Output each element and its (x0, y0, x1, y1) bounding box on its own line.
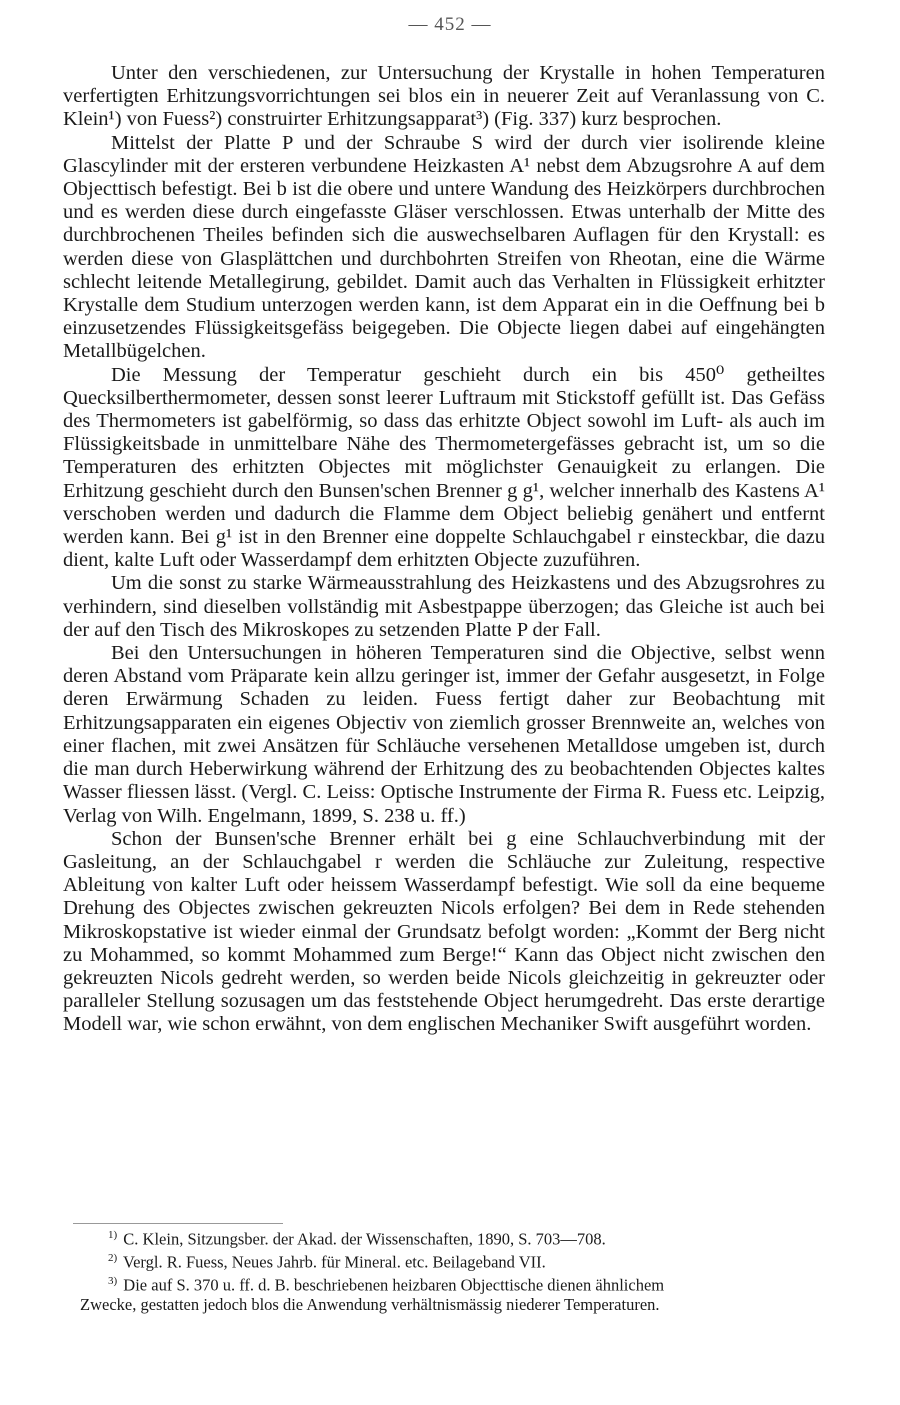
footnote-2 (108, 1249, 830, 1272)
footnote-1 (108, 1226, 830, 1249)
paragraph: Bei den Untersuchungen in höheren Temperaturen sind die Objective, selbst wenn deren Abstand vom Präparate kein allzu geringer ist, immer der Gefahr ausgesetzt, in Folge deren Erwärmung Schaden zu leiden. Fuess fertigt daher zur Beobachtung mit Erhitzungsapparaten ein eigenes Objectiv von ziemlich grosser Brennweite an, welches von einer flachen, mit zwei Ansätzen für Schläuche versehenen Metalldose umgeben ist, durch die man durch Heberwirkung während der Erhitzung des zu beobachtenden Objectes kaltes Wasser fliessen lässt. (Vergl. C. Leiss: Optische Instrumente der Firma R. Fuess etc. Leipzig, Verlag von Wilh. Engelmann, 1899, S. 238 u. ff.) (63, 642, 825, 827)
footnote-marker: 3) (108, 1275, 118, 1287)
paragraph: Um die sonst zu starke Wärmeausstrahlung des Heizkastens und des Abzugsrohres zu verhindern, sind dieselben vollständig mit Asbestpappe überzogen; das Gleiche ist auch bei der auf den Tisch des Mikroskopes zu setzenden Platte P der Fall. (63, 572, 825, 641)
paragraph: Schon der Bunsen'sche Brenner erhält bei g eine Schlauchverbindung mit der Gasleitung, an der Schlauchgabel r werden die Schläuche zur Zuleitung, respective Ableitung von kalter Luft oder heissem Wasserdampf befestigt. Wie soll da eine bequeme Drehung des Objectes zwischen gekreuzten Nicols erfolgen? Bei dem in Rede stehenden Mikroskopstative ist wieder einmal der Grundsatz befolgt worden: „Kommt der Berg nicht zu Mohammed, so kommt Mohammed zum Berge!“ Kann das Object nicht zwischen den gekreuzten Nicols gedreht werden, so werden beide Nicols gleichzeitig in gekreuzter oder paralleler Stellung sozusagen um das feststehende Object herumgedreht. Das erste derartige Modell war, wie schon erwähnt, von dem englischen Mechaniker Swift ausgeführt worden. (63, 827, 825, 1036)
footnote-divider (73, 1223, 283, 1224)
footnote-text: Vergl. R. Fuess, Neues Jahrb. für Mineral. etc. Beilageband VII. (123, 1252, 546, 1272)
footnote-text: C. Klein, Sitzungsber. der Akad. der Wissenschaften, 1890, S. 703—708. (123, 1229, 606, 1249)
footnote-marker: 2) (108, 1252, 118, 1264)
footnotes (80, 1226, 830, 1315)
paragraph: Mittelst der Platte P und der Schraube S wird der durch vier isolirende kleine Glascylinder mit der ersteren verbundene Heizkasten A¹ nebst dem Abzugsrohre A auf dem Objecttisch befestigt. Bei b ist die obere und untere Wandung des Heizkörpers durchbrochen und es werden diese durch eingefasste Gläser verschlossen. Etwas unterhalb der Mitte des durchbrochenen Theiles befinden sich die auswechselbaren Auflagen für den Krystall: es werden diese von Glasplättchen und durchbohrten Streifen von Rheotan, eine die Wärme schlecht leitende Metallegirung, gebildet. Damit auch das Verhalten in Flüssigkeit erhitzter Krystalle dem Studium unterzogen werden kann, ist dem Apparat ein in die Oeffnung bei b einzusetzendes Flüssigkeitsgefäss beigegeben. Die Objecte liegen dabei auf eingehängten Metallbügelchen. (63, 131, 825, 363)
paragraph: Unter den verschiedenen, zur Untersuchung der Krystalle in hohen Temperaturen verfertigten Erhitzungsvorrichtungen sei blos ein in neuerer Zeit auf Veranlassung von C. Klein¹) von Fuess²) construirter Erhitzungsapparat³) (Fig. 337) kurz besprochen. (63, 62, 825, 131)
footnote-marker: 1) (108, 1229, 118, 1241)
footnote-3-continuation: Zwecke, gestatten jedoch blos die Anwendung verhältnismässig niederer Temperaturen. (80, 1295, 660, 1314)
footnote-text: Die auf S. 370 u. ff. d. B. beschriebenen heizbaren Objecttische dienen ähnlichem (123, 1275, 665, 1295)
paragraph: Die Messung der Temperatur geschieht durch ein bis 450⁰ getheiltes Quecksilberthermometer, dessen sonst leerer Luftraum mit Stickstoff gefüllt ist. Das Gefäss des Thermometers ist gabelförmig, so dass das erhitzte Object sowohl im Luft- als auch im Flüssigkeitsbade in unmittelbare Nähe des Thermometergefässes gebracht ist, um so die Temperaturen des erhitzten Objectes mit möglichster Genauigkeit zu erlangen. Die Erhitzung geschieht durch den Bunsen'schen Brenner g g¹, welcher innerhalb des Kastens A¹ verschoben werden und dadurch die Flamme dem Object beliebig genähert und entfernt werden kann. Bei g¹ ist in den Brenner eine doppelte Schlauchgabel r einsteckbar, die dazu dient, kalte Luft oder Wasserdampf dem erhitzten Objecte zuzuführen. (63, 363, 825, 572)
footnote-3 (108, 1272, 830, 1295)
main-text (63, 62, 825, 1037)
page-number: — 452 — (408, 14, 492, 35)
